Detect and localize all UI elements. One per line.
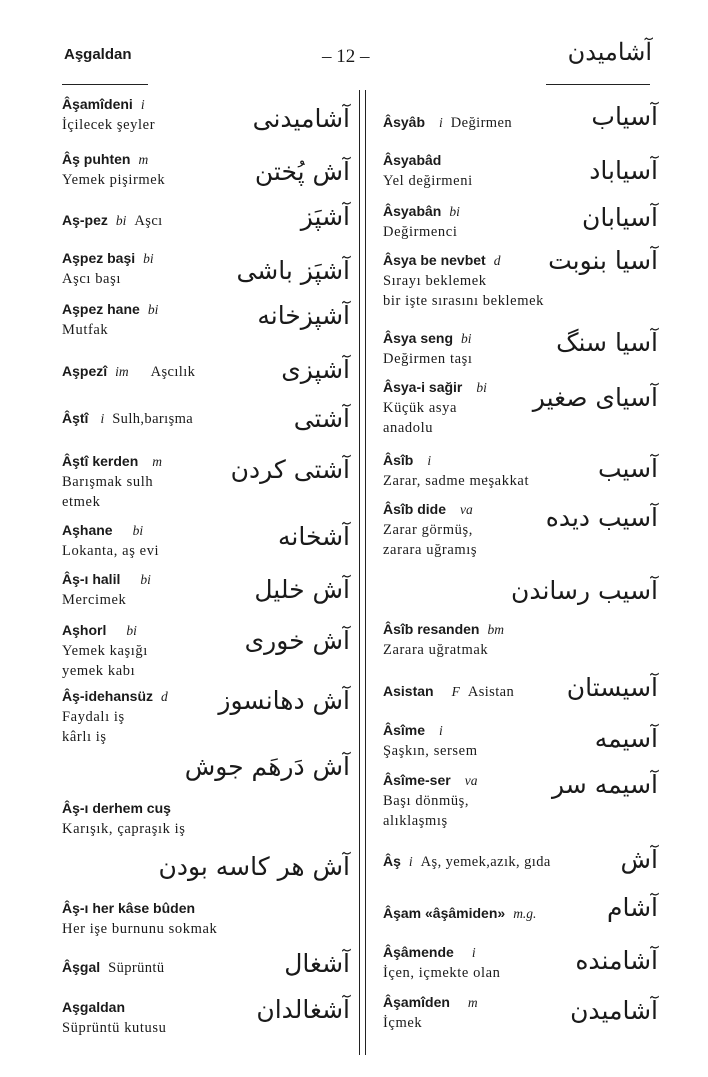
definition-line: Zarar görmüş, (383, 522, 473, 538)
headword: Âsya be nevbet (383, 252, 486, 268)
headword: Âsîb resanden (383, 621, 480, 637)
headword: Âsyabân (383, 203, 442, 219)
grammar-tag: bi (132, 523, 144, 538)
definition-line: Yemek kaşığı (62, 643, 148, 659)
headword: Âşam «âşâmiden» (383, 905, 506, 921)
grammar-tag: bi (140, 572, 151, 587)
definition-line: Yel değirmeni (383, 173, 473, 189)
inline-definition: Değirmen (450, 115, 512, 131)
grammar-tag: i (471, 945, 476, 960)
arabic-headword: آش دهانسوز (218, 686, 350, 715)
headword: Aşhorl (62, 622, 107, 638)
arabic-headword: آسيمه سر (552, 770, 658, 799)
grammar-tag: i (100, 411, 105, 426)
headword: Âş puhten (62, 151, 131, 167)
grammar-tag: bi (126, 623, 137, 638)
arabic-headword: آشغالدان (256, 995, 350, 1024)
definition-line: anadolu (383, 420, 434, 436)
arabic-headword: آسياباد (589, 156, 658, 185)
grammar-tag: i (439, 115, 443, 130)
arabic-headword: آشپزى (281, 355, 350, 384)
definition-line: Süprüntü kutusu (62, 1020, 167, 1036)
definition-line: Zarar, sadme meşakkat (383, 473, 530, 489)
arabic-phrase: آش دَرهَم جوش (184, 752, 350, 781)
definition-line: İçen, içmekte olan (383, 965, 501, 981)
headword: Âsîb dide (383, 501, 447, 517)
arabic-phrase: آسيب رساندن (510, 576, 658, 605)
inline-definition: Aşcı (134, 213, 163, 229)
arabic-headword: آش خليل (254, 575, 350, 604)
grammar-tag: m (138, 152, 149, 167)
inline-definition: Asistan (467, 684, 515, 700)
definition-line: Mutfak (62, 322, 109, 338)
arabic-headword: آسياب (591, 102, 658, 131)
grammar-tag: m (152, 454, 162, 469)
headword: Aşgaldan (62, 999, 126, 1015)
arabic-headword: آشام (607, 893, 658, 922)
column-divider-b (365, 90, 366, 1055)
grammar-tag: F (451, 684, 460, 699)
definition-line: zarara uğramış (383, 542, 478, 558)
definition-line: Faydalı iş (62, 709, 125, 725)
grammar-tag: m.g. (513, 906, 537, 921)
headword: Âsyâb (383, 114, 426, 130)
arabic-headword: آش (620, 845, 658, 874)
grammar-tag: bi (449, 204, 460, 219)
definition-line: Barışmak sulh (62, 474, 154, 490)
header-rule-left (62, 84, 148, 85)
headword: Aşhane (62, 522, 113, 538)
grammar-tag: i (439, 723, 443, 738)
arabic-headword: آسيستان (566, 673, 658, 702)
arabic-headword: آشپزخانه (257, 301, 350, 330)
arabic-headword: آش خورى (244, 626, 350, 655)
definition-line: Mercimek (62, 592, 127, 608)
arabic-headword: آشپَز (300, 202, 350, 231)
grammar-tag: bi (147, 302, 159, 317)
arabic-headword: آسياى صغير (532, 383, 658, 412)
grammar-tag: m (467, 995, 478, 1010)
definition-line: Lokanta, aş evi (62, 543, 160, 559)
grammar-tag: va (460, 502, 473, 517)
grammar-tag: va (464, 773, 478, 788)
definition-line: Küçük asya (383, 400, 458, 416)
definition-line: kârlı iş (62, 729, 107, 745)
definition-line: Değirmenci (383, 224, 458, 240)
definition-line: alıklaşmış (383, 813, 448, 829)
grammar-tag: i (140, 97, 145, 112)
definition-line: etmek (62, 494, 101, 510)
headword: Âş-ı halil (62, 571, 121, 587)
column-divider-a (359, 90, 360, 1055)
grammar-tag: bi (461, 331, 472, 346)
arabic-headword: آشتى (293, 404, 350, 433)
headword: Âşâmende (383, 944, 454, 960)
running-head-left: Aşgaldan (64, 46, 132, 63)
arabic-headword: آش پُختن (254, 157, 350, 186)
headword: Âştî (62, 410, 89, 426)
headword: Âş-ı her kâse bûden (62, 900, 196, 916)
grammar-tag: bi (143, 251, 154, 266)
headword: Âşamîdeni (62, 96, 133, 112)
grammar-tag: d (493, 253, 501, 268)
headword: Aş-pez (62, 212, 108, 228)
definition-line: bir işte sırasını beklemek (383, 293, 544, 309)
definition-line: Başı dönmüş, (383, 793, 470, 809)
arabic-headword: آسيب ديده (545, 503, 658, 532)
inline-definition: Süprüntü (108, 960, 165, 976)
definition-line: Şaşkın, sersem (383, 743, 478, 759)
arabic-headword: آسيابان (582, 203, 658, 232)
arabic-headword: آشاميدن (570, 996, 658, 1025)
definition-line: Değirmen taşı (383, 351, 473, 367)
arabic-headword: آشتى كردن (230, 455, 350, 484)
headword: Âşamîden (383, 994, 450, 1010)
definition-line: Aşcı başı (62, 271, 121, 287)
headword: Âş-ı derhem cuş (62, 800, 171, 816)
headword: Aşpez hane (62, 301, 140, 317)
page-number: – 12 – (322, 46, 370, 67)
grammar-tag: im (115, 364, 129, 379)
inline-definition: Sulh,barışma (112, 411, 194, 427)
headword: Âşgal (62, 959, 101, 975)
definition-line: yemek kabı (62, 663, 136, 679)
arabic-headword: آسيا بنوبت (548, 246, 658, 275)
arabic-headword: آسيب (598, 454, 658, 483)
definition-line: İçmek (383, 1015, 423, 1031)
headword: Asistan (383, 683, 434, 699)
running-head-right: آشامیدن (567, 40, 652, 66)
grammar-tag: i (408, 854, 413, 869)
grammar-tag: d (161, 689, 168, 704)
headword: Âsîb (383, 452, 414, 468)
arabic-headword: آشپَز باشى (236, 256, 350, 285)
headword: Aşpez başi (62, 250, 136, 266)
headword: Âsîme-ser (383, 772, 451, 788)
headword: Âştî kerden (62, 453, 139, 469)
arabic-phrase: آش هر كاسه بودن (158, 852, 350, 881)
arabic-headword: آشامنده (575, 946, 658, 975)
grammar-tag: bi (115, 213, 127, 228)
definition-line: Her işe burnunu sokmak (62, 921, 218, 937)
headword: Âsyabâd (383, 152, 442, 168)
arabic-headword: آسيمه (594, 724, 658, 753)
definition-line: Karışık, çapraşık iş (62, 821, 186, 837)
headword: Âsya seng (383, 330, 454, 346)
header-rule-right (546, 84, 650, 85)
definition-line: Sırayı beklemek (383, 273, 487, 289)
definition-line: İçilecek şeyler (62, 117, 156, 133)
definition-line: Yemek pişirmek (62, 172, 166, 188)
arabic-headword: آسيا سنگ (556, 328, 658, 357)
headword: Âş-idehansüz (62, 688, 154, 704)
inline-definition: Aşcılık (150, 364, 196, 380)
grammar-tag: bi (476, 380, 487, 395)
arabic-headword: آشخانه (277, 522, 350, 551)
headword: Aşpezî (62, 363, 108, 379)
headword: Âsya-i sağir (383, 379, 463, 395)
inline-definition: Aş, yemek,azık, gıda (420, 854, 551, 870)
arabic-headword: آشامیدنى (252, 104, 350, 133)
arabic-headword: آشغال (284, 949, 350, 978)
definition-line: Zarara uğratmak (383, 642, 489, 658)
grammar-tag: i (427, 453, 432, 468)
headword: Âş (383, 853, 401, 869)
headword: Âsîme (383, 722, 426, 738)
grammar-tag: bm (487, 622, 504, 637)
